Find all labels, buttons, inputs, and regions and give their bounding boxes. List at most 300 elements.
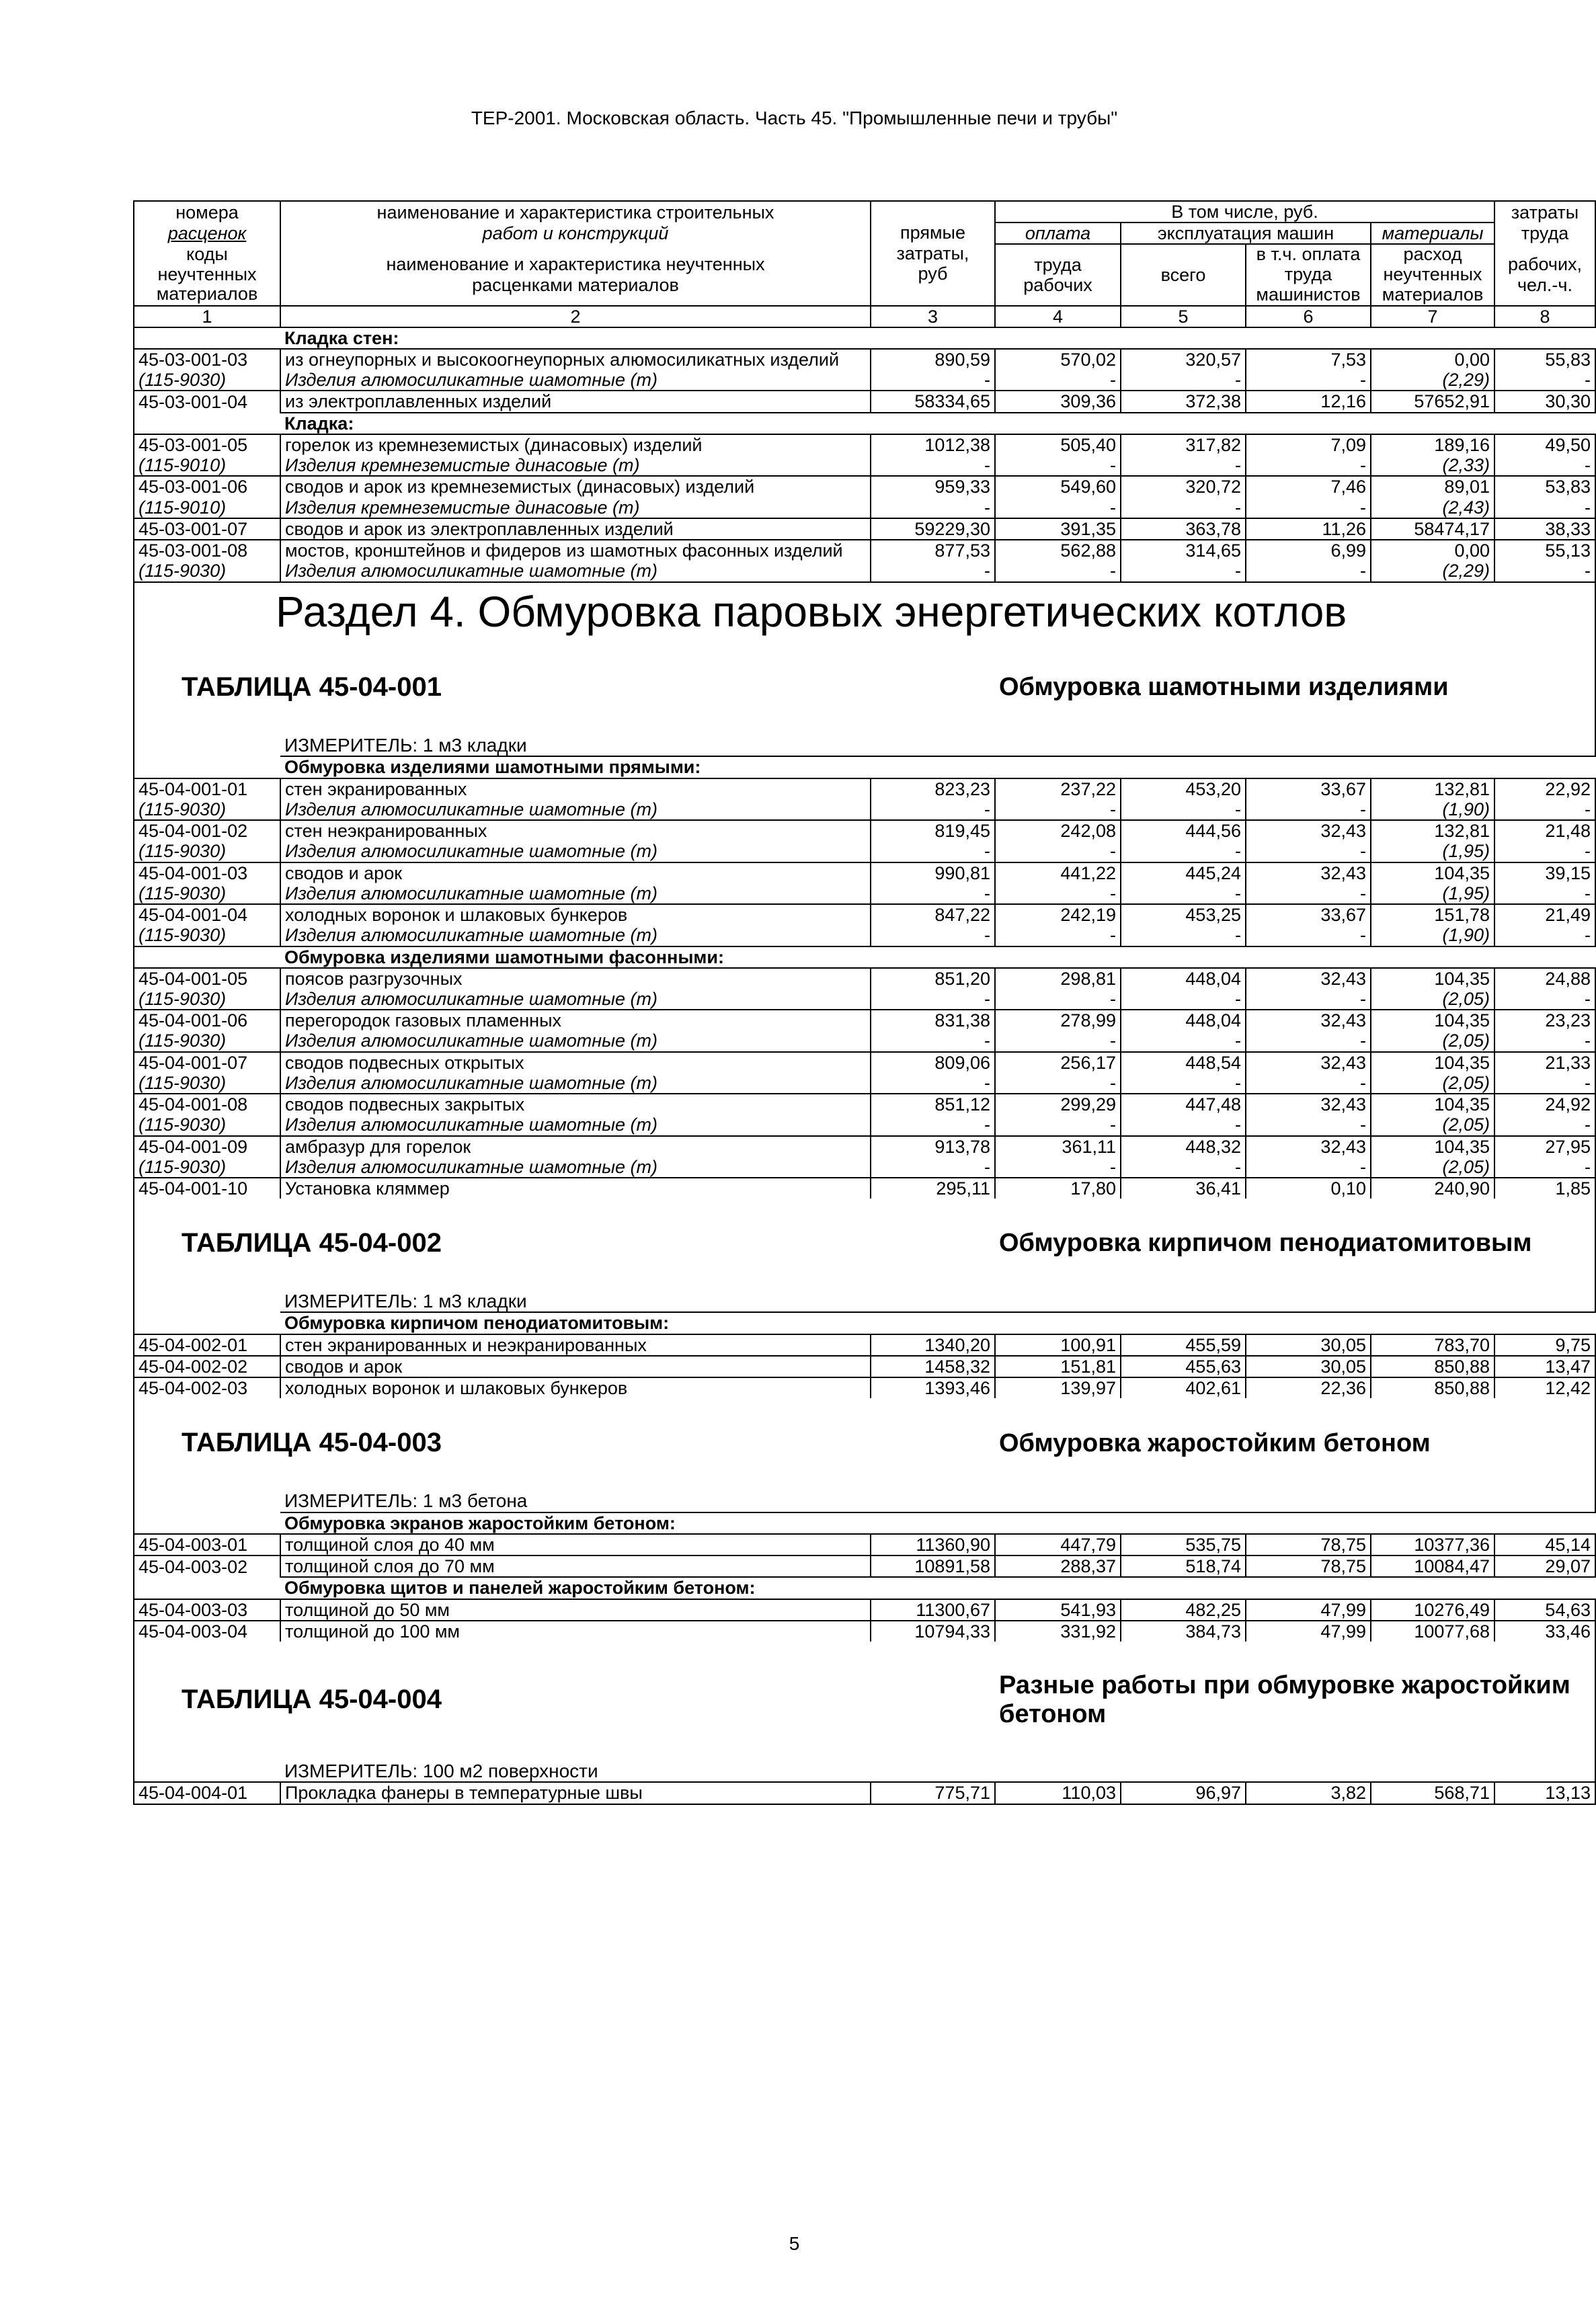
table-title-row: [134, 1398, 1595, 1478]
empty-cell: [134, 1312, 280, 1334]
material-cost-value: 104,35: [1371, 1136, 1494, 1157]
direct-cost-value: 851,20: [871, 968, 995, 989]
material-cost-value: (2,05): [1371, 1073, 1494, 1094]
labor-cost-value: 23,23: [1494, 1010, 1595, 1031]
labor-cost-value: 22,92: [1494, 778, 1595, 799]
rate-row: [134, 904, 1595, 925]
work-name: Установка кляммер: [280, 1178, 871, 1199]
direct-cost-value: -: [871, 1157, 995, 1178]
labor-cost-value: 13,47: [1494, 1356, 1595, 1377]
labor-cost-value: -: [1494, 1115, 1595, 1135]
direct-cost-value: 809,06: [871, 1052, 995, 1073]
material-cost-value: 10377,36: [1371, 1534, 1494, 1555]
work-name: сводов подвесных открытых: [280, 1052, 871, 1073]
rate-code: 45-04-001-02: [134, 820, 280, 841]
table-description-line: Разные работы при обмуровке жаростойким: [999, 1670, 1570, 1699]
operator-wage-value: -: [1246, 497, 1371, 518]
group-heading: Кладка стен:: [280, 327, 1595, 349]
direct-cost-value: 890,59: [871, 349, 995, 370]
operator-wage-value: -: [1246, 561, 1371, 581]
labor-cost-value: 24,88: [1494, 968, 1595, 989]
table-number: ТАБЛИЦА 45-04-001: [134, 643, 995, 723]
material-code: (115-9030): [134, 883, 280, 904]
direct-cost-value: 823,23: [871, 778, 995, 799]
col-materials-unmeasured: расход неучтенных материалов: [1371, 244, 1494, 305]
operator-wage-value: -: [1246, 1073, 1371, 1094]
direct-cost-value: -: [871, 883, 995, 904]
material-cost-value: 104,35: [1371, 862, 1494, 883]
material-cost-value: 132,81: [1371, 778, 1494, 799]
unmeasured-material-row: [134, 925, 1595, 946]
material-cost-value: 850,88: [1371, 1377, 1494, 1398]
operator-wage-value: 30,05: [1246, 1334, 1371, 1356]
work-name: амбразур для горелок: [280, 1136, 871, 1157]
machine-cost-value: 384,73: [1121, 1621, 1246, 1642]
wage-cost-value: 242,08: [995, 820, 1121, 841]
table-description: [995, 643, 1595, 723]
wage-cost-value: 309,36: [995, 391, 1121, 412]
material-code: (115-9030): [134, 841, 280, 862]
rate-row: [134, 1534, 1595, 1555]
operator-wage-value: 47,99: [1246, 1621, 1371, 1642]
unmeasured-material-row: [134, 1073, 1595, 1094]
group-heading-row: [134, 1312, 1595, 1334]
machine-cost-value: -: [1121, 989, 1246, 1010]
material-code: (115-9030): [134, 799, 280, 820]
labor-cost-value: 21,49: [1494, 904, 1595, 925]
col-code-header: номера: [134, 201, 280, 223]
operator-wage-value: 32,43: [1246, 862, 1371, 883]
operator-wage-value: 7,09: [1246, 434, 1371, 455]
material-cost-value: (1,95): [1371, 883, 1494, 904]
table-description-line: бетоном: [999, 1699, 1107, 1728]
rate-code: 45-03-001-07: [134, 518, 280, 540]
wage-cost-value: -: [995, 1115, 1121, 1135]
material-name: Изделия алюмосиликатные шамотные (т): [280, 1115, 871, 1135]
work-name: сводов и арок: [280, 862, 871, 883]
labor-cost-value: -: [1494, 370, 1595, 391]
operator-wage-value: 12,16: [1246, 391, 1371, 412]
material-name: Изделия кремнеземистые динасовые (т): [280, 455, 871, 476]
empty-cell: [134, 946, 280, 968]
column-number-row: [134, 306, 1595, 327]
machine-cost-value: -: [1121, 841, 1246, 862]
material-name: Изделия алюмосиликатные шамотные (т): [280, 1031, 871, 1051]
material-code: (115-9030): [134, 1073, 280, 1094]
rate-row: [134, 1782, 1595, 1804]
direct-cost-value: -: [871, 841, 995, 862]
material-name: Изделия алюмосиликатные шамотные (т): [280, 925, 871, 946]
col-num: 2: [280, 306, 871, 327]
rate-row: [134, 1178, 1595, 1199]
rate-code: 45-04-003-01: [134, 1534, 280, 1555]
work-name: толщиной слоя до 70 мм: [280, 1555, 871, 1577]
machine-cost-value: 314,65: [1121, 540, 1246, 561]
material-cost-value: (1,95): [1371, 841, 1494, 862]
empty-cell: [134, 756, 280, 778]
rate-code: 45-04-001-06: [134, 1010, 280, 1031]
unmeasured-material-row: [134, 370, 1595, 391]
direct-cost-value: 990,81: [871, 862, 995, 883]
material-cost-value: 104,35: [1371, 1052, 1494, 1073]
machine-cost-value: 444,56: [1121, 820, 1246, 841]
table-title-row: [134, 643, 1595, 723]
machine-cost-value: 535,75: [1121, 1534, 1246, 1555]
empty-cell: [134, 1512, 280, 1534]
col-code-unmeasured: коды неучтенных материалов: [134, 244, 280, 305]
direct-cost-value: 1458,32: [871, 1356, 995, 1377]
measure-unit: ИЗМЕРИТЕЛЬ: 1 м3 кладки: [280, 723, 1595, 756]
material-name: Изделия кремнеземистые динасовые (т): [280, 497, 871, 518]
table-description-line: Обмуровка кирпичом пенодиатомитовым: [999, 1229, 1532, 1258]
rate-row: [134, 1356, 1595, 1377]
labor-cost-value: 45,14: [1494, 1534, 1595, 1555]
operator-wage-value: 32,43: [1246, 1094, 1371, 1115]
wage-cost-value: 541,93: [995, 1599, 1121, 1621]
rate-code: 45-04-001-05: [134, 968, 280, 989]
machine-cost-value: 448,54: [1121, 1052, 1246, 1073]
operator-wage-value: 78,75: [1246, 1534, 1371, 1555]
material-code: (115-9030): [134, 989, 280, 1010]
unmeasured-material-row: [134, 841, 1595, 862]
work-name: сводов и арок из электроплавленных изделий: [280, 518, 871, 540]
material-cost-value: 10077,68: [1371, 1621, 1494, 1642]
material-cost-value: 10084,47: [1371, 1555, 1494, 1577]
material-name: Изделия алюмосиликатные шамотные (т): [280, 561, 871, 581]
col-num: 5: [1121, 306, 1246, 327]
labor-cost-value: 12,42: [1494, 1377, 1595, 1398]
direct-cost-value: 58334,65: [871, 391, 995, 412]
col-labor-sub: труда: [1494, 223, 1595, 244]
labor-cost-value: -: [1494, 925, 1595, 946]
wage-cost-value: 17,80: [995, 1178, 1121, 1199]
table-number: ТАБЛИЦА 45-04-003: [134, 1398, 995, 1478]
col-including-header: В том числе, руб.: [995, 201, 1494, 223]
rate-code: 45-03-001-05: [134, 434, 280, 455]
section-title-row: [134, 582, 1595, 643]
direct-cost-value: 10794,33: [871, 1621, 995, 1642]
labor-cost-value: 38,33: [1494, 518, 1595, 540]
col-materials-header: материалы: [1371, 223, 1494, 244]
direct-cost-value: 851,12: [871, 1094, 995, 1115]
material-cost-value: (2,29): [1371, 370, 1494, 391]
wage-cost-value: 562,88: [995, 540, 1121, 561]
material-cost-value: (2,29): [1371, 561, 1494, 581]
work-name: сводов и арок из кремнеземистых (динасовых) изделий: [280, 476, 871, 497]
direct-cost-value: -: [871, 1031, 995, 1051]
labor-cost-value: 24,92: [1494, 1094, 1595, 1115]
col-labor-header: затраты: [1494, 201, 1595, 223]
empty-cell: [134, 723, 280, 756]
labor-cost-value: -: [1494, 799, 1595, 820]
rate-code: 45-04-002-01: [134, 1334, 280, 1356]
wage-cost-value: 256,17: [995, 1052, 1121, 1073]
labor-cost-value: 55,13: [1494, 540, 1595, 561]
material-cost-value: 58474,17: [1371, 518, 1494, 540]
wage-cost-value: 441,22: [995, 862, 1121, 883]
rate-row: [134, 1621, 1595, 1642]
material-cost-value: 783,70: [1371, 1334, 1494, 1356]
table-description: [995, 1398, 1595, 1478]
direct-cost-value: 831,38: [871, 1010, 995, 1031]
material-code: (115-9030): [134, 1157, 280, 1178]
wage-cost-value: 298,81: [995, 968, 1121, 989]
empty-cell: [134, 1279, 280, 1312]
wage-cost-value: 331,92: [995, 1621, 1121, 1642]
machine-cost-value: 447,48: [1121, 1094, 1246, 1115]
labor-cost-value: 13,13: [1494, 1782, 1595, 1804]
labor-cost-value: 27,95: [1494, 1136, 1595, 1157]
group-heading: Кладка:: [280, 413, 1595, 434]
table-title-row: [134, 1642, 1595, 1748]
labor-cost-value: 1,85: [1494, 1178, 1595, 1199]
table-description-line: Обмуровка жаростойким бетоном: [999, 1428, 1431, 1457]
material-cost-value: 57652,91: [1371, 391, 1494, 412]
machine-cost-value: -: [1121, 1115, 1246, 1135]
machine-cost-value: -: [1121, 1073, 1246, 1094]
labor-cost-value: -: [1494, 841, 1595, 862]
rate-row: [134, 1599, 1595, 1621]
material-code: (115-9030): [134, 925, 280, 946]
work-name: холодных воронок и шлаковых бункеров: [280, 904, 871, 925]
work-name: сводов и арок: [280, 1356, 871, 1377]
unmeasured-material-row: [134, 1031, 1595, 1051]
labor-cost-value: 30,30: [1494, 391, 1595, 412]
table-description: [995, 1199, 1595, 1279]
wage-cost-value: -: [995, 370, 1121, 391]
work-name: мостов, кронштейнов и фидеров из шамотных фасонных изделий: [280, 540, 871, 561]
machine-cost-value: 455,63: [1121, 1356, 1246, 1377]
operator-wage-value: -: [1246, 1031, 1371, 1051]
material-name: Изделия алюмосиликатные шамотные (т): [280, 883, 871, 904]
operator-wage-value: 32,43: [1246, 1052, 1371, 1073]
col-machines-total: всего: [1121, 244, 1246, 305]
machine-cost-value: -: [1121, 561, 1246, 581]
machine-cost-value: 448,04: [1121, 968, 1246, 989]
rate-code: 45-04-001-07: [134, 1052, 280, 1073]
labor-cost-value: 21,33: [1494, 1052, 1595, 1073]
unmeasured-material-row: [134, 1115, 1595, 1135]
material-name: Изделия алюмосиликатные шамотные (т): [280, 370, 871, 391]
machine-cost-value: 455,59: [1121, 1334, 1246, 1356]
col-num: 7: [1371, 306, 1494, 327]
rate-code: 45-04-003-04: [134, 1621, 280, 1642]
measure-unit-row: [134, 1478, 1595, 1512]
operator-wage-value: -: [1246, 925, 1371, 946]
rate-row: [134, 820, 1595, 841]
labor-cost-value: -: [1494, 1073, 1595, 1094]
direct-cost-value: 877,53: [871, 540, 995, 561]
rates-table: [133, 200, 1596, 1805]
document-header: ТЕР-2001. Московская область. Часть 45. "Промышленные печи и трубы": [471, 108, 1118, 128]
machine-cost-value: -: [1121, 497, 1246, 518]
material-cost-value: 240,90: [1371, 1178, 1494, 1199]
material-cost-value: 104,35: [1371, 968, 1494, 989]
col-num: 6: [1246, 306, 1371, 327]
machine-cost-value: 372,38: [1121, 391, 1246, 412]
labor-cost-value: 55,83: [1494, 349, 1595, 370]
col-wage-header: оплата: [995, 223, 1121, 244]
operator-wage-value: 6,99: [1246, 540, 1371, 561]
unmeasured-material-row: [134, 561, 1595, 581]
group-heading-row: [134, 1577, 1595, 1599]
rate-code: 45-04-001-03: [134, 862, 280, 883]
direct-cost-value: -: [871, 925, 995, 946]
wage-cost-value: -: [995, 1031, 1121, 1051]
direct-cost-value: 913,78: [871, 1136, 995, 1157]
operator-wage-value: 30,05: [1246, 1356, 1371, 1377]
material-cost-value: 850,88: [1371, 1356, 1494, 1377]
operator-wage-value: 11,26: [1246, 518, 1371, 540]
operator-wage-value: 33,67: [1246, 778, 1371, 799]
wage-cost-value: 100,91: [995, 1334, 1121, 1356]
rate-row: [134, 1334, 1595, 1356]
col-machines-wage: в т.ч. оплата труда машинистов: [1246, 244, 1371, 305]
operator-wage-value: 32,43: [1246, 1010, 1371, 1031]
labor-cost-value: 54,63: [1494, 1599, 1595, 1621]
material-code: (115-9030): [134, 561, 280, 581]
direct-cost-value: 10891,58: [871, 1555, 995, 1577]
material-code: (115-9010): [134, 455, 280, 476]
machine-cost-value: -: [1121, 1157, 1246, 1178]
material-name: Изделия алюмосиликатные шамотные (т): [280, 1157, 871, 1178]
rate-code: 45-04-003-03: [134, 1599, 280, 1621]
operator-wage-value: 7,46: [1246, 476, 1371, 497]
wage-cost-value: 505,40: [995, 434, 1121, 455]
operator-wage-value: 0,10: [1246, 1178, 1371, 1199]
material-code: (115-9030): [134, 1031, 280, 1051]
work-name: из огнеупорных и высокоогнеупорных алюмосиликатных изделий: [280, 349, 871, 370]
material-cost-value: (2,33): [1371, 455, 1494, 476]
work-name: толщиной до 50 мм: [280, 1599, 871, 1621]
rate-row: [134, 540, 1595, 561]
direct-cost-value: -: [871, 497, 995, 518]
machine-cost-value: 453,20: [1121, 778, 1246, 799]
rate-row: [134, 349, 1595, 370]
table-number: ТАБЛИЦА 45-04-002: [134, 1199, 995, 1279]
operator-wage-value: -: [1246, 370, 1371, 391]
section-title: Раздел 4. Обмуровка паровых энергетических котлов: [134, 582, 1595, 643]
wage-cost-value: -: [995, 841, 1121, 862]
wage-cost-value: 549,60: [995, 476, 1121, 497]
labor-cost-value: 21,48: [1494, 820, 1595, 841]
direct-cost-value: 1393,46: [871, 1377, 995, 1398]
rate-code: 45-04-001-04: [134, 904, 280, 925]
labor-cost-value: 9,75: [1494, 1334, 1595, 1356]
operator-wage-value: 32,43: [1246, 1136, 1371, 1157]
wage-cost-value: 237,22: [995, 778, 1121, 799]
work-name: холодных воронок и шлаковых бункеров: [280, 1377, 871, 1398]
direct-cost-value: 1340,20: [871, 1334, 995, 1356]
table-number: ТАБЛИЦА 45-04-004: [134, 1642, 995, 1748]
empty-cell: [134, 413, 280, 434]
material-cost-value: (2,05): [1371, 1115, 1494, 1135]
wage-cost-value: 242,19: [995, 904, 1121, 925]
operator-wage-value: -: [1246, 1115, 1371, 1135]
unmeasured-material-row: [134, 497, 1595, 518]
rate-row: [134, 391, 1595, 412]
operator-wage-value: 22,36: [1246, 1377, 1371, 1398]
machine-cost-value: -: [1121, 925, 1246, 946]
direct-cost-value: 59229,30: [871, 518, 995, 540]
rate-code: 45-04-004-01: [134, 1782, 280, 1804]
empty-cell: [134, 1478, 280, 1512]
col-direct-header: прямые затраты, руб: [871, 201, 995, 306]
operator-wage-value: 32,43: [1246, 968, 1371, 989]
wage-cost-value: 570,02: [995, 349, 1121, 370]
rate-row: [134, 476, 1595, 497]
work-name: стен экранированных: [280, 778, 871, 799]
machine-cost-value: 518,74: [1121, 1555, 1246, 1577]
wage-cost-value: -: [995, 925, 1121, 946]
machine-cost-value: 453,25: [1121, 904, 1246, 925]
rate-row: [134, 1094, 1595, 1115]
machine-cost-value: -: [1121, 1031, 1246, 1051]
rate-code: 45-04-003-02: [134, 1555, 280, 1577]
work-name: горелок из кремнеземистых (динасовых) изделий: [280, 434, 871, 455]
material-name: Изделия алюмосиликатные шамотные (т): [280, 799, 871, 820]
col-name-unmeasured: наименование и характеристика неучтенных расценками материалов: [280, 244, 871, 305]
direct-cost-value: -: [871, 1073, 995, 1094]
machine-cost-value: 445,24: [1121, 862, 1246, 883]
machine-cost-value: 320,72: [1121, 476, 1246, 497]
table-description: [995, 1642, 1595, 1748]
labor-cost-value: -: [1494, 989, 1595, 1010]
material-cost-value: (2,05): [1371, 1157, 1494, 1178]
labor-cost-value: -: [1494, 883, 1595, 904]
work-name: из электроплавленных изделий: [280, 391, 871, 412]
col-num: 8: [1494, 306, 1595, 327]
direct-cost-value: 847,22: [871, 904, 995, 925]
measure-unit: ИЗМЕРИТЕЛЬ: 1 м3 бетона: [280, 1478, 1595, 1512]
table-description-line: Обмуровка шамотными изделиями: [999, 673, 1449, 702]
rate-code: 45-04-002-03: [134, 1377, 280, 1398]
machine-cost-value: -: [1121, 370, 1246, 391]
labor-cost-value: -: [1494, 1031, 1595, 1051]
machine-cost-value: -: [1121, 883, 1246, 904]
wage-cost-value: -: [995, 989, 1121, 1010]
operator-wage-value: 47,99: [1246, 1599, 1371, 1621]
labor-cost-value: 39,15: [1494, 862, 1595, 883]
machine-cost-value: 36,41: [1121, 1178, 1246, 1199]
material-cost-value: (1,90): [1371, 925, 1494, 946]
rate-row: [134, 1052, 1595, 1073]
material-cost-value: (2,43): [1371, 497, 1494, 518]
operator-wage-value: -: [1246, 883, 1371, 904]
direct-cost-value: 959,33: [871, 476, 995, 497]
unmeasured-material-row: [134, 1157, 1595, 1178]
empty-cell: [134, 1748, 280, 1782]
machine-cost-value: 320,57: [1121, 349, 1246, 370]
table-title-row: [134, 1199, 1595, 1279]
col-name-sub: работ и конструкций: [280, 223, 871, 244]
unmeasured-material-row: [134, 883, 1595, 904]
labor-cost-value: 33,46: [1494, 1621, 1595, 1642]
wage-cost-value: 299,29: [995, 1094, 1121, 1115]
work-name: толщиной до 100 мм: [280, 1621, 871, 1642]
machine-cost-value: 317,82: [1121, 434, 1246, 455]
group-heading: Обмуровка изделиями шамотными прямыми:: [280, 756, 1595, 778]
direct-cost-value: 11300,67: [871, 1599, 995, 1621]
labor-cost-value: -: [1494, 1157, 1595, 1178]
material-cost-value: (2,05): [1371, 1031, 1494, 1051]
operator-wage-value: -: [1246, 989, 1371, 1010]
wage-cost-value: 151,81: [995, 1356, 1121, 1377]
rate-row: [134, 1136, 1595, 1157]
wage-cost-value: -: [995, 1157, 1121, 1178]
labor-cost-value: -: [1494, 497, 1595, 518]
rate-code: 45-04-001-10: [134, 1178, 280, 1199]
